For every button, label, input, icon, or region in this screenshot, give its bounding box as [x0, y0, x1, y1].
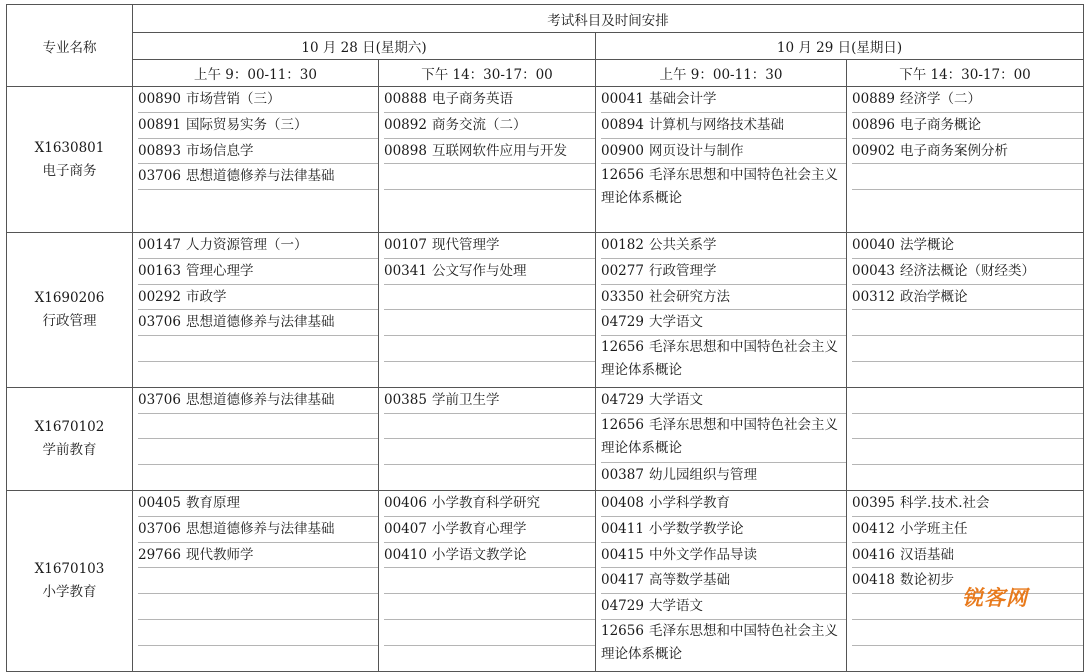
time-slot-cell: [596, 490, 847, 671]
subject-name: 互联网软件应用与开发: [431, 142, 567, 159]
subject-entry: [138, 139, 378, 165]
subject-name: 数论初步: [899, 572, 954, 589]
day-header-sat: 10 月 28 日(星期六): [133, 33, 596, 60]
subject-entry: [138, 517, 378, 543]
major-code: X1670102: [34, 418, 105, 435]
major-name: 小学教育: [42, 583, 97, 600]
subject-name: 经济法概论（财经类）: [899, 262, 1035, 279]
empty-line: [852, 414, 1083, 440]
empty-line: [852, 310, 1083, 336]
major-name: 学前教育: [42, 441, 97, 458]
time-slot-cell: [379, 87, 596, 233]
subject-code: 00385: [384, 391, 427, 408]
subject-entry: [601, 259, 846, 285]
subject-name: 经济学（二）: [899, 91, 981, 107]
subject-code: 03706: [138, 391, 181, 408]
subject-code: 00411: [601, 520, 644, 537]
empty-line: [852, 164, 1083, 190]
subject-entry: [138, 285, 378, 311]
subject-code: 00892: [384, 116, 427, 133]
empty-line: [138, 414, 378, 440]
subject-name: 毛泽东思想和中国特色社会主义理论体系概论: [601, 622, 838, 662]
empty-line: [138, 568, 378, 594]
empty-line: [384, 285, 595, 311]
subject-code: 00292: [138, 288, 181, 305]
subject-entry: [138, 233, 378, 259]
subject-code: 00312: [852, 288, 895, 305]
subject-code: 04729: [601, 598, 644, 615]
empty-line: [384, 439, 595, 465]
subject-code: 12656: [601, 416, 644, 433]
subject-code: 03350: [601, 288, 644, 305]
subject-name: 法学概论: [899, 237, 954, 253]
subject-code: 04729: [601, 314, 644, 331]
empty-line: [852, 439, 1083, 465]
subject-entry: [601, 388, 846, 414]
major-row: [7, 87, 1084, 233]
major-code: X1670103: [34, 560, 105, 577]
subject-entry: [384, 259, 595, 285]
time-slot-cell: [596, 87, 847, 233]
time-slot-cell: [847, 233, 1084, 388]
major-row: [7, 490, 1084, 671]
time-slot-cell: [133, 87, 379, 233]
subject-entry: [138, 491, 378, 517]
subject-name: 小学科学教育: [648, 494, 730, 511]
major-name: 行政管理: [42, 312, 97, 329]
subject-entry: [852, 517, 1083, 543]
subject-code: 04729: [601, 391, 644, 408]
subject-name: 电子商务英语: [431, 91, 513, 107]
time-slot-cell: [596, 387, 847, 490]
subject-name: 商务交流（二）: [431, 116, 527, 133]
empty-line: [138, 594, 378, 620]
day-header-sun: 10 月 29 日(星期日): [596, 33, 1084, 60]
subject-name: 教育原理: [185, 494, 240, 511]
time-slot-cell: [596, 233, 847, 388]
empty-line: [852, 465, 1083, 490]
subject-entry: [852, 285, 1083, 311]
subject-name: 思想道德修养与法律基础: [185, 391, 335, 408]
subject-code: 00415: [601, 546, 644, 563]
subject-name: 网页设计与制作: [648, 142, 744, 159]
empty-line: [138, 465, 378, 490]
subject-entry: [384, 113, 595, 139]
subject-code: 00043: [852, 262, 895, 279]
empty-line: [852, 336, 1083, 362]
subject-entry: [601, 139, 846, 165]
subject-code: 00107: [384, 237, 427, 253]
subject-name: 小学教育心理学: [431, 520, 527, 537]
subject-name: 毛泽东思想和中国特色社会主义理论体系概论: [601, 167, 838, 207]
subject-name: 市政学: [185, 288, 227, 305]
subject-code: 00898: [384, 142, 427, 159]
major-code: X1630801: [34, 139, 105, 156]
subject-entry: [601, 87, 846, 113]
subject-code: 00416: [852, 546, 895, 563]
subject-name: 毛泽东思想和中国特色社会主义理论体系概论: [601, 339, 838, 379]
subject-code: 03706: [138, 168, 181, 185]
empty-line: [384, 190, 595, 215]
subject-entry: [384, 517, 595, 543]
subject-code: 00182: [601, 237, 644, 253]
empty-line: [138, 646, 378, 671]
subject-entry: [852, 233, 1083, 259]
subject-code: 00888: [384, 91, 427, 107]
time-slot-cell: [847, 87, 1084, 233]
subject-code: 00418: [852, 572, 895, 589]
subject-name: 现代管理学: [431, 237, 500, 253]
subject-name: 行政管理学: [648, 262, 717, 279]
major-row: [7, 387, 1084, 490]
major-cell: [7, 490, 133, 671]
subject-entry: [852, 139, 1083, 165]
empty-line: [138, 362, 378, 387]
subject-name: 现代教师学: [185, 546, 254, 563]
subject-entry: [601, 620, 846, 668]
subject-name: 幼儿园组织与管理: [648, 466, 757, 483]
subject-entry: [852, 87, 1083, 113]
subject-code: 00395: [852, 494, 895, 511]
subject-name: 电子商务概论: [899, 116, 981, 133]
time-header-sun-am: 上午 9：00-11：30: [596, 60, 847, 87]
schedule-title: 考试科目及时间安排: [133, 5, 1084, 33]
subject-entry: [138, 388, 378, 414]
time-slot-cell: [379, 233, 596, 388]
subject-name: 思想道德修养与法律基础: [185, 314, 335, 331]
time-slot-cell: [133, 233, 379, 388]
empty-line: [852, 362, 1083, 387]
time-header-sun-pm: 下午 14：30-17：00: [847, 60, 1084, 87]
subject-code: 00417: [601, 572, 644, 589]
time-header-sat-pm: 下午 14：30-17：00: [379, 60, 596, 87]
subject-entry: [138, 87, 378, 113]
subject-code: 00900: [601, 142, 644, 159]
subject-code: 00896: [852, 116, 895, 133]
subject-code: 00405: [138, 494, 181, 511]
subject-name: 科学.技术.社会: [899, 494, 990, 511]
subject-code: 03706: [138, 314, 181, 331]
subject-name: 公文写作与处理: [431, 262, 527, 279]
subject-entry: [384, 87, 595, 113]
time-header-sat-am: 上午 9：00-11：30: [133, 60, 379, 87]
subject-name: 政治学概论: [899, 288, 968, 305]
subject-name: 高等数学基础: [648, 572, 730, 589]
time-slot-cell: [847, 490, 1084, 671]
empty-line: [384, 164, 595, 190]
empty-line: [384, 646, 595, 671]
empty-line: [138, 439, 378, 465]
subject-name: 计算机与网络技术基础: [648, 116, 784, 133]
subject-code: 00407: [384, 520, 427, 537]
major-code: X1690206: [34, 289, 105, 306]
subject-name: 小学数学教学论: [648, 520, 744, 537]
subject-entry: [601, 310, 846, 336]
subject-code: 12656: [601, 167, 644, 184]
empty-line: [138, 190, 378, 215]
subject-name: 国际贸易实务（三）: [185, 116, 308, 133]
subject-entry: [601, 491, 846, 517]
subject-code: 12656: [601, 339, 644, 356]
empty-line: [384, 568, 595, 594]
subject-entry: [852, 259, 1083, 285]
subject-entry: [601, 113, 846, 139]
exam-schedule-table: [6, 4, 1084, 672]
subject-name: 思想道德修养与法律基础: [185, 520, 335, 537]
subject-name: 人力资源管理（一）: [185, 237, 308, 253]
subject-code: 00408: [601, 494, 644, 511]
subject-code: 00040: [852, 237, 895, 253]
subject-code: 00341: [384, 262, 427, 279]
subject-name: 市场营销（三）: [185, 91, 281, 107]
watermark-logo: 锐客网: [962, 586, 1028, 610]
major-cell: [7, 87, 133, 233]
subject-entry: [601, 285, 846, 311]
subject-code: 00387: [601, 466, 644, 483]
subject-code: 29766: [138, 546, 181, 563]
subject-entry: [138, 164, 378, 190]
time-slot-cell: [379, 490, 596, 671]
subject-entry: [601, 568, 846, 594]
subject-name: 汉语基础: [899, 546, 954, 563]
major-cell: [7, 387, 133, 490]
subject-name: 管理心理学: [185, 262, 254, 279]
subject-code: 00410: [384, 546, 427, 563]
major-row: [7, 233, 1084, 388]
subject-entry: [601, 594, 846, 620]
subject-entry: [601, 517, 846, 543]
subject-entry: [601, 336, 846, 384]
subject-code: 00163: [138, 262, 181, 279]
subject-code: 00147: [138, 237, 181, 253]
subject-entry: [384, 139, 595, 165]
subject-entry: [852, 543, 1083, 569]
subject-entry: [601, 463, 846, 488]
subject-code: 00891: [138, 116, 181, 133]
subject-name: 大学语文: [648, 314, 703, 331]
subject-name: 小学教育科学研究: [431, 494, 540, 511]
subject-name: 学前卫生学: [431, 391, 500, 408]
subject-name: 基础会计学: [648, 91, 717, 107]
subject-entry: [138, 259, 378, 285]
subject-name: 小学语文教学论: [431, 546, 527, 563]
empty-line: [384, 310, 595, 336]
subject-code: 00902: [852, 142, 895, 159]
subject-entry: [384, 388, 595, 414]
empty-line: [384, 465, 595, 490]
subject-code: 00893: [138, 142, 181, 159]
empty-line: [138, 336, 378, 362]
empty-line: [138, 620, 378, 646]
subject-entry: [601, 414, 846, 463]
empty-line: [384, 336, 595, 362]
subject-code: 03706: [138, 520, 181, 537]
subject-code: 12656: [601, 622, 644, 639]
subject-entry: [138, 113, 378, 139]
subject-code: 00041: [601, 91, 644, 107]
subject-code: 00412: [852, 520, 895, 537]
subject-entry: [601, 543, 846, 569]
subject-name: 思想道德修养与法律基础: [185, 168, 335, 185]
major-name: 电子商务: [42, 162, 97, 179]
subject-entry: [384, 233, 595, 259]
subject-code: 00894: [601, 116, 644, 133]
subject-entry: [601, 233, 846, 259]
major-cell: [7, 233, 133, 388]
empty-line: [384, 414, 595, 440]
subject-name: 中外文学作品导读: [648, 546, 757, 563]
major-column-header: 专业名称: [7, 5, 133, 87]
subject-name: 电子商务案例分析: [899, 142, 1008, 159]
subject-name: 大学语文: [648, 598, 703, 615]
empty-line: [852, 388, 1083, 414]
subject-entry: [138, 310, 378, 336]
empty-line: [852, 190, 1083, 215]
empty-line: [384, 362, 595, 387]
subject-code: 00889: [852, 91, 895, 107]
subject-code: 00890: [138, 91, 181, 107]
time-slot-cell: [379, 387, 596, 490]
subject-code: 00406: [384, 494, 427, 511]
subject-entry: [852, 113, 1083, 139]
empty-line: [852, 646, 1083, 671]
time-slot-cell: [133, 490, 379, 671]
subject-name: 小学班主任: [899, 520, 968, 537]
subject-entry: [384, 543, 595, 569]
subject-name: 社会研究方法: [648, 288, 730, 305]
time-slot-cell: [133, 387, 379, 490]
subject-name: 公共关系学: [648, 237, 717, 253]
subject-entry: [601, 164, 846, 212]
subject-entry: [138, 543, 378, 569]
time-slot-cell: [847, 387, 1084, 490]
subject-name: 毛泽东思想和中国特色社会主义理论体系概论: [601, 416, 838, 456]
subject-name: 市场信息学: [185, 142, 254, 159]
empty-line: [852, 620, 1083, 646]
subject-code: 00277: [601, 262, 644, 279]
subject-entry: [852, 491, 1083, 517]
subject-name: 大学语文: [648, 391, 703, 408]
empty-line: [384, 594, 595, 620]
schedule-body: [7, 87, 1084, 672]
empty-line: [384, 620, 595, 646]
subject-entry: [384, 491, 595, 517]
